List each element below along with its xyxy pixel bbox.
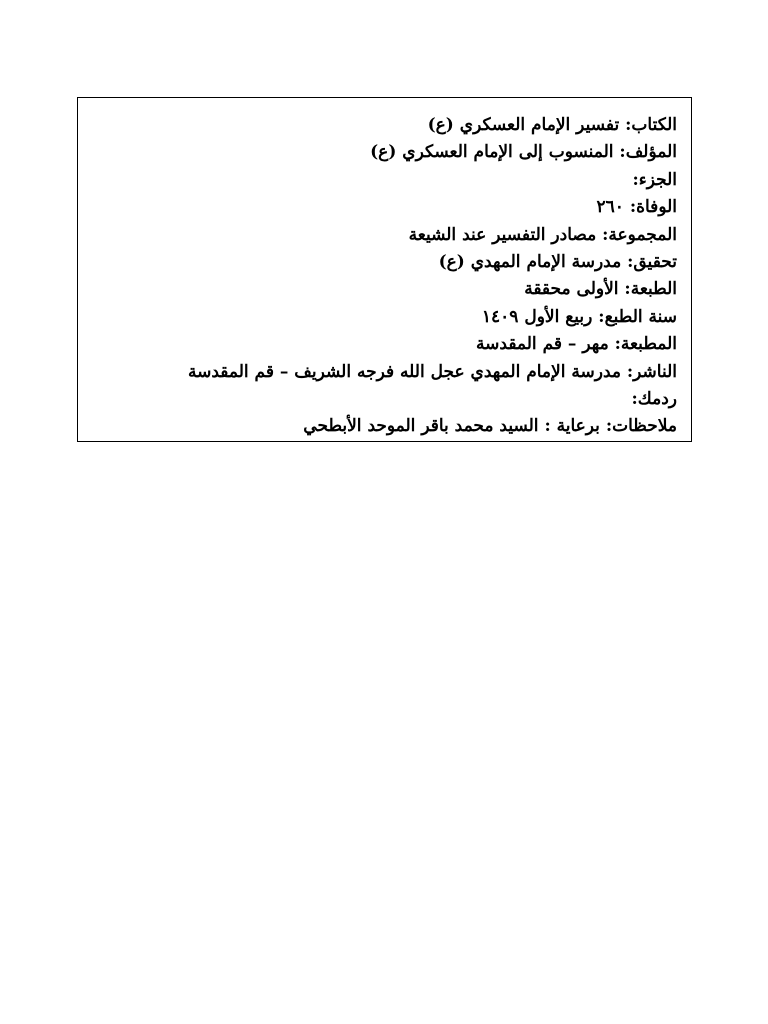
book-info-box (77, 97, 692, 442)
edition-line: الطبعة: الأولى محققة (524, 279, 677, 300)
printer-line: المطبعة: مهر – قم المقدسة (476, 334, 677, 355)
isbn-line: ردمك: (631, 389, 677, 410)
publisher-line: الناشر: مدرسة الإمام المهدي عجل الله فرجه الشريف – قم المقدسة (187, 361, 677, 382)
print-year-line: سنة الطبع: ربيع الأول ١٤٠٩ (481, 306, 677, 327)
author-line: المؤلف: المنسوب إلى الإمام العسكري (ع) (370, 142, 677, 163)
editor-line: تحقيق: مدرسة الإمام المهدي (ع) (438, 252, 677, 273)
volume-line: الجزء: (632, 169, 677, 190)
notes-line: ملاحظات: برعاية : السيد محمد باقر الموحد الأبطحي (303, 416, 677, 437)
collection-line: المجموعة: مصادر التفسير عند الشيعة (408, 224, 677, 245)
book-title-line: الكتاب: تفسير الإمام العسكري (ع) (427, 115, 677, 135)
death-year-line: الوفاة: ٢٦٠ (596, 197, 677, 218)
